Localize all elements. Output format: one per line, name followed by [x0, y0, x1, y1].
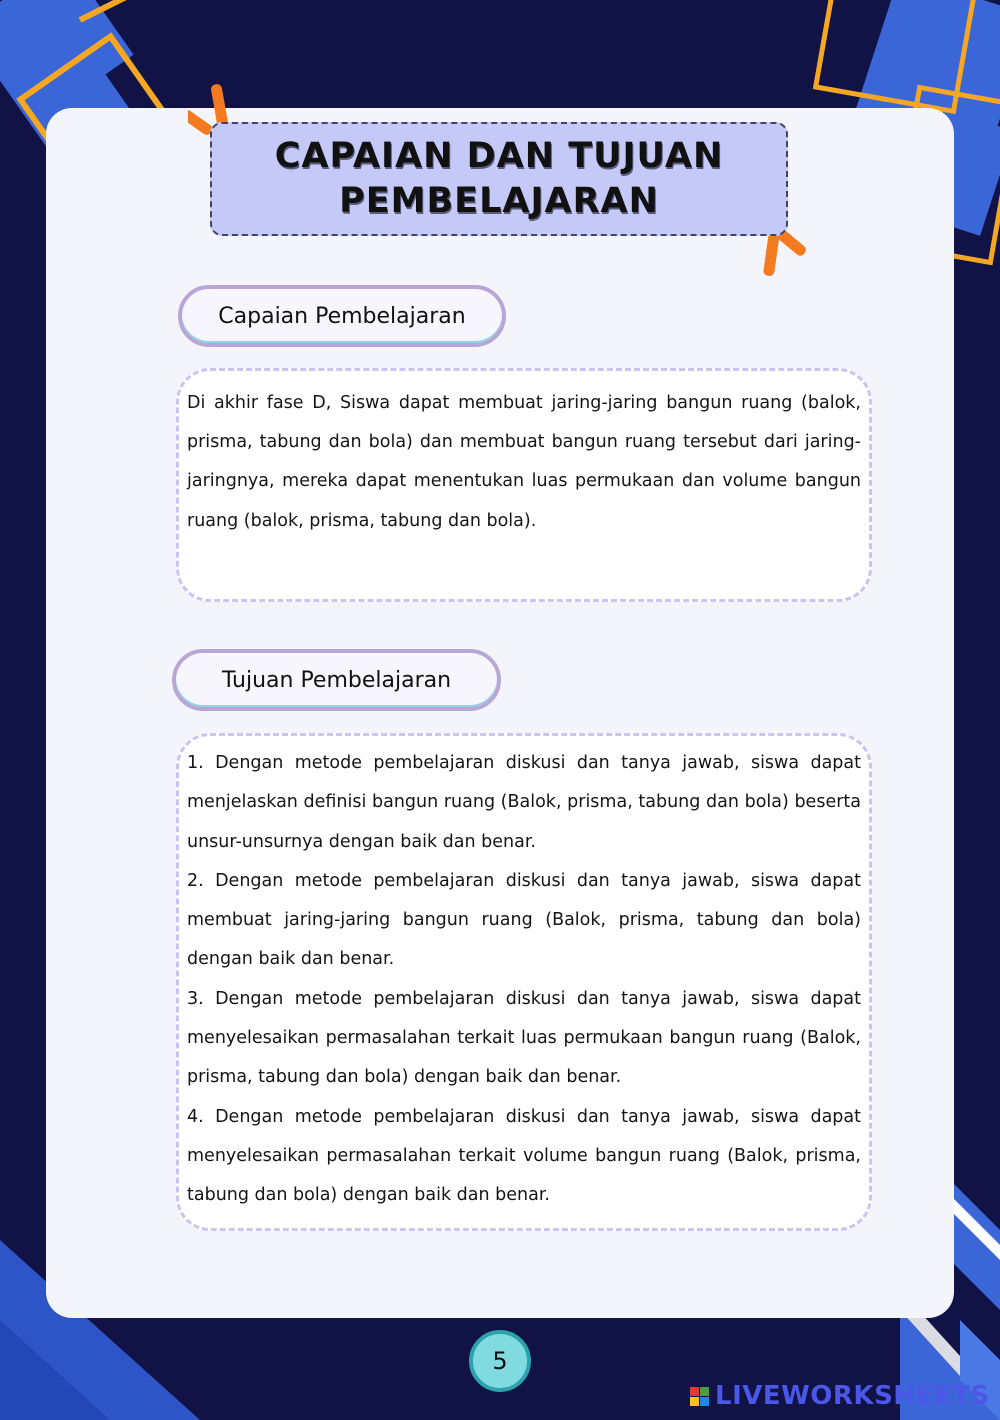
page-number: 5: [492, 1347, 508, 1375]
capaian-paragraph: Di akhir fase D, Siswa dapat membuat jaring-jaring bangun ruang (balok, prisma, tabung dan bola) dan membuat bangun ruang tersebut dari jaring-jaringnya, mereka dapat menentukan luas permukaan dan volume bangun ruang (balok, prisma, tabung dan bola).: [187, 393, 861, 531]
list-item: 4. Dengan metode pembelajaran diskusi dan tanya jawab, siswa dapat menyelesaikan permasalahan terkait volume bangun ruang (Balok, prisma, tabung dan bola) dengan baik dan benar.: [187, 1106, 861, 1206]
watermark-text: LIVEWORKSHEETS: [715, 1381, 990, 1411]
capaian-heading-pill: [178, 285, 506, 347]
liveworksheets-logo-icon: [690, 1387, 709, 1406]
tujuan-heading-pill: [172, 649, 501, 711]
page-number-badge: [469, 1330, 531, 1392]
list-item: 2. Dengan metode pembelajaran diskusi dan tanya jawab, siswa dapat membuat jaring-jaring bangun ruang (Balok, prisma, tabung dan bola) dengan baik dan benar.: [187, 870, 861, 970]
page-title: CAPAIAN DAN TUJUAN PEMBELAJARAN: [274, 136, 724, 221]
list-item: 1. Dengan metode pembelajaran diskusi dan tanya jawab, siswa dapat menjelaskan definisi bangun ruang (Balok, prisma, tabung dan bola) beserta unsur-unsurnya dengan baik dan benar.: [187, 753, 861, 852]
list-item: 3. Dengan metode pembelajaran diskusi dan tanya jawab, siswa dapat menyelesaikan permasalahan terkait luas permukaan bangun ruang (Balok, prisma, tabung dan bola) dengan baik dan benar.: [187, 988, 861, 1088]
tujuan-heading: Tujuan Pembelajaran: [221, 667, 452, 693]
tujuan-list: [187, 744, 861, 1216]
title-box: [210, 122, 788, 236]
capaian-heading: Capaian Pembelajaran: [218, 303, 466, 329]
liveworksheets-watermark[interactable]: [690, 1381, 990, 1411]
